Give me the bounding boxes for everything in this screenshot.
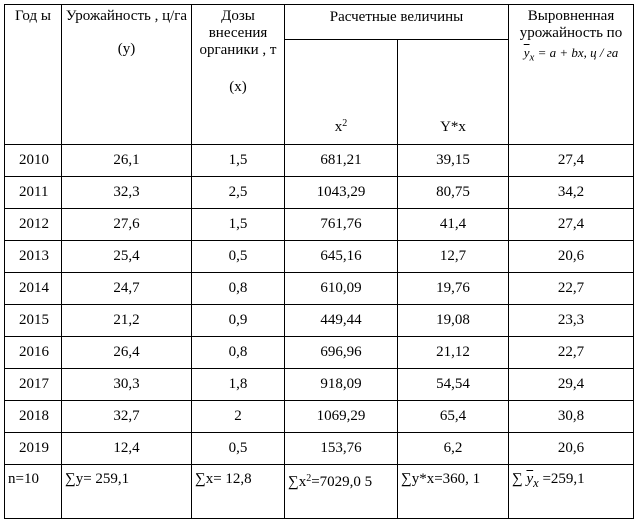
- yield-cell: 24,7: [62, 273, 192, 305]
- table-row: [5, 273, 634, 305]
- total-sum-ys: [509, 465, 634, 519]
- smoothed-yield-cell: 23,3: [509, 305, 634, 337]
- year-cell: 2015: [5, 305, 62, 337]
- total-sum-y: ∑у= 259,1: [62, 465, 192, 519]
- x2-cell: 681,21: [285, 145, 398, 177]
- header-years: Год ы: [5, 5, 62, 145]
- dose-cell: 2,5: [192, 177, 285, 209]
- year-cell: 2011: [5, 177, 62, 209]
- header-x2: [285, 40, 398, 145]
- header-smooth: [509, 5, 634, 145]
- yx-cell: 19,76: [398, 273, 509, 305]
- formula-sub: x: [529, 51, 535, 64]
- total-sum-x: ∑х= 12,8: [192, 465, 285, 519]
- dose-cell: 1,8: [192, 369, 285, 401]
- table-row: [5, 337, 634, 369]
- dose-cell: 2: [192, 401, 285, 433]
- x2-cell: 918,09: [285, 369, 398, 401]
- table-row: [5, 209, 634, 241]
- year-cell: 2010: [5, 145, 62, 177]
- dose-cell: 0,9: [192, 305, 285, 337]
- dose-cell: 0,5: [192, 433, 285, 465]
- formula-rest: = a + bx, ц / га: [534, 45, 619, 60]
- x2-cell: 645,16: [285, 241, 398, 273]
- yield-cell: 32,3: [62, 177, 192, 209]
- x2-cell: 1043,29: [285, 177, 398, 209]
- smoothed-yield-cell: 22,7: [509, 273, 634, 305]
- total-n: n=10: [5, 465, 62, 519]
- total-sum-ys-post: =259,1: [538, 471, 585, 487]
- header-dose: [192, 5, 285, 145]
- smoothed-yield-cell: 27,4: [509, 145, 634, 177]
- smoothed-yield-cell: 22,7: [509, 337, 634, 369]
- total-sum-x2: [285, 465, 398, 519]
- table-row: [5, 433, 634, 465]
- header-yield: [62, 5, 192, 145]
- year-cell: 2013: [5, 241, 62, 273]
- total-sum-ys-pre: ∑: [512, 471, 527, 487]
- yx-cell: 65,4: [398, 401, 509, 433]
- yield-cell: 27,6: [62, 209, 192, 241]
- dose-cell: 0,8: [192, 273, 285, 305]
- header-yield-var: (у): [117, 41, 136, 57]
- yield-data-table: [4, 4, 634, 519]
- header-row: [5, 5, 634, 40]
- smoothed-yield-cell: 29,4: [509, 369, 634, 401]
- dose-cell: 1,5: [192, 145, 285, 177]
- year-cell: 2014: [5, 273, 62, 305]
- table-row: [5, 177, 634, 209]
- yx-cell: 80,75: [398, 177, 509, 209]
- formula-y: $\overline{y}$: [523, 45, 530, 60]
- total-sum-x2-pre: ∑х: [288, 474, 307, 490]
- yield-cell: 32,7: [62, 401, 192, 433]
- total-sum-yx: ∑у*х=360, 1: [398, 465, 509, 519]
- yield-cell: 26,4: [62, 337, 192, 369]
- total-sum-x2-post: =7029,0 5: [311, 474, 373, 490]
- yield-cell: 12,4: [62, 433, 192, 465]
- yx-cell: 21,12: [398, 337, 509, 369]
- dose-cell: 1,5: [192, 209, 285, 241]
- x2-cell: 1069,29: [285, 401, 398, 433]
- header-smooth-label: Выровненная урожайность по: [519, 8, 623, 41]
- table-row: [5, 145, 634, 177]
- yield-cell: 25,4: [62, 241, 192, 273]
- header-yield-label: Урожайность , ц/га: [65, 8, 188, 24]
- x2-cell: 610,09: [285, 273, 398, 305]
- header-dose-label: Дозы внесения органики , т: [199, 8, 277, 58]
- yx-cell: 41,4: [398, 209, 509, 241]
- header-x2-base: х: [334, 119, 343, 135]
- yield-cell: 26,1: [62, 145, 192, 177]
- year-cell: 2019: [5, 433, 62, 465]
- smoothed-yield-cell: 30,8: [509, 401, 634, 433]
- yield-cell: 30,3: [62, 369, 192, 401]
- yx-cell: 12,7: [398, 241, 509, 273]
- yx-cell: 6,2: [398, 433, 509, 465]
- year-cell: 2012: [5, 209, 62, 241]
- total-sum-ys-sub: x: [533, 476, 539, 490]
- smoothed-yield-cell: 27,4: [509, 209, 634, 241]
- header-x2-exp: 2: [342, 118, 348, 129]
- yield-cell: 21,2: [62, 305, 192, 337]
- table-row: [5, 305, 634, 337]
- year-cell: 2016: [5, 337, 62, 369]
- header-yx: Y*х: [398, 40, 509, 145]
- totals-row: [5, 465, 634, 519]
- total-sum-ys-y: $\overline{y}$: [526, 471, 534, 487]
- year-cell: 2017: [5, 369, 62, 401]
- smoothed-yield-cell: 20,6: [509, 433, 634, 465]
- dose-cell: 0,8: [192, 337, 285, 369]
- table-row: [5, 241, 634, 273]
- header-dose-var: (х): [229, 79, 247, 95]
- total-sum-x2-exp: 2: [306, 473, 312, 484]
- smoothed-yield-cell: 20,6: [509, 241, 634, 273]
- table-row: [5, 401, 634, 433]
- x2-cell: 153,76: [285, 433, 398, 465]
- x2-cell: 449,44: [285, 305, 398, 337]
- yx-cell: 54,54: [398, 369, 509, 401]
- header-calc: Расчетные величины: [285, 5, 509, 40]
- table-row: [5, 369, 634, 401]
- yx-cell: 39,15: [398, 145, 509, 177]
- yx-cell: 19,08: [398, 305, 509, 337]
- header-smooth-formula: [509, 44, 633, 67]
- smoothed-yield-cell: 34,2: [509, 177, 634, 209]
- year-cell: 2018: [5, 401, 62, 433]
- x2-cell: 761,76: [285, 209, 398, 241]
- x2-cell: 696,96: [285, 337, 398, 369]
- dose-cell: 0,5: [192, 241, 285, 273]
